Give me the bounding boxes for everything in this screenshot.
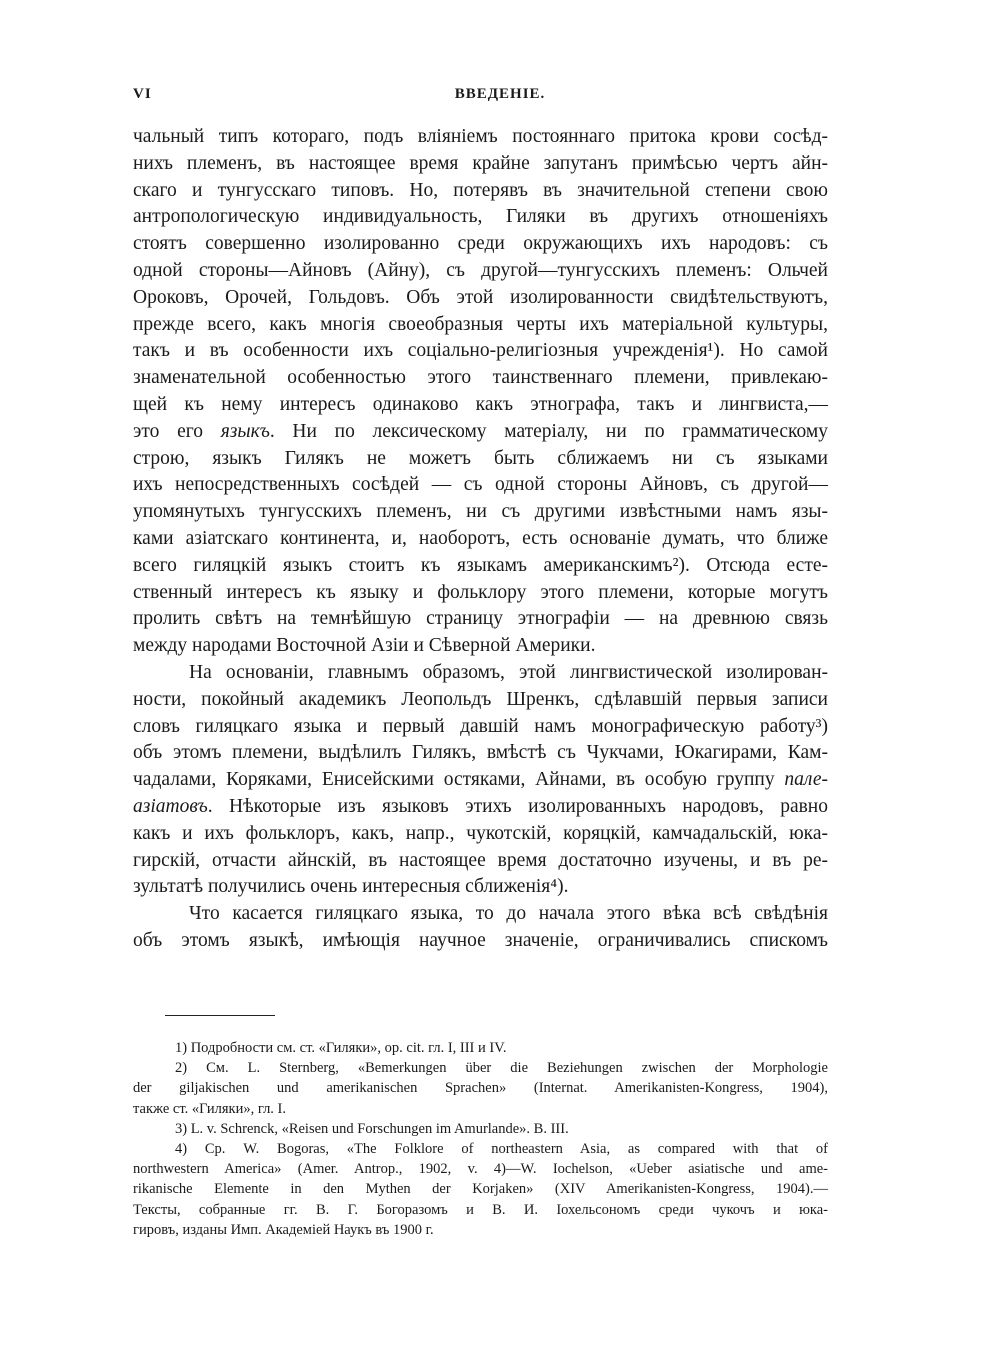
text-run: также ст. «Гиляки», гл. I.: [133, 1100, 287, 1117]
text-run: northwestern America» (Amer. Antrop., 1902, v. 4)—W. Iochelson, «Ueber asiatische und ame-: [133, 1161, 828, 1178]
paragraph-line: [133, 419, 828, 446]
paragraph-line: [133, 338, 828, 365]
paragraph-line: [133, 714, 828, 741]
paragraph-line: [133, 446, 828, 473]
text-run: словъ гиляцкаго языка и первый давшій намъ монографическую работу³): [133, 715, 828, 737]
footnote-line: [133, 1078, 828, 1098]
text-run: . Ни по лексическому матеріалу, ни по грамматическому: [269, 420, 828, 442]
text-run: прежде всего, какъ многія своеобразныя черты ихъ матеріальной культуры,: [133, 313, 828, 335]
paragraph-line: [133, 633, 828, 660]
text-run: Что касается гиляцкаго языка, то до начала этого вѣка всѣ свѣдѣнія: [189, 903, 828, 925]
footnote-line: [133, 1179, 828, 1199]
text-run: объ этомъ племени, выдѣлилъ Гилякъ, вмѣстѣ съ Чукчами, Юкагирами, Кам-: [133, 742, 828, 764]
text-run: На основаніи, главнымъ образомъ, этой лингвистической изолирован-: [189, 661, 828, 683]
text-run: скаго и тунгусскаго типовъ. Но, потерявъ въ значительной степени свою: [133, 179, 828, 201]
text-run: ихъ непосредственныхъ сосѣдей — съ одной стороны Айновъ, съ другой—: [133, 474, 828, 496]
text-run: объ этомъ языкѣ, имѣющія научное значеніе, ограничивались спискомъ: [133, 929, 828, 951]
text-run: зультатѣ получились очень интересныя сближенія⁴).: [133, 876, 569, 898]
running-title: ВВЕДЕНІЕ.: [454, 86, 546, 102]
italic-term: пале-: [784, 769, 828, 791]
paragraph-line: [133, 285, 828, 312]
text-run: ности, покойный академикъ Леопольдъ Шренкъ, сдѣлавшій первыя записи: [133, 688, 828, 710]
paragraph-line: [133, 124, 828, 151]
text-run: Ороковъ, Орочей, Гольдовъ. Объ этой изолированности свидѣтельствуютъ,: [133, 286, 828, 308]
italic-term: азіатовъ: [133, 795, 208, 817]
paragraph-line: [133, 740, 828, 767]
paragraph-line: [133, 258, 828, 285]
paragraph-line: [133, 499, 828, 526]
text-run: 1) Подробности см. ст. «Гиляки», op. cit. гл. I, III и IV.: [175, 1040, 507, 1056]
footnote-line: [133, 1139, 828, 1159]
paragraph-line: [133, 365, 828, 392]
body-text: [133, 124, 828, 955]
text-run: такъ и въ особенности ихъ соціально-религіозныя учрежденія¹). Но самой: [133, 340, 828, 362]
text-run: это его: [133, 420, 221, 442]
text-run: 3) L. v. Schrenck, «Reisen und Forschungen im Amurlande». B. III.: [175, 1120, 569, 1137]
text-run: Тексты, собранные гг. В. Г. Богоразомъ и В. И. Іохельсономъ среди чукочъ и юка-: [133, 1201, 828, 1218]
footnote-line: [133, 1159, 828, 1179]
paragraph-line: [133, 687, 828, 714]
paragraph-line: [133, 821, 828, 848]
paragraph-line: [133, 606, 828, 633]
footnote-line: [133, 1200, 828, 1220]
text-run: пролить свѣтъ на темнѣйшую страницу этнографіи — на древнюю связь: [133, 608, 828, 630]
footnote-line: [133, 1220, 828, 1240]
paragraph-line: [133, 472, 828, 499]
text-run: 2) См. L. Sternberg, «Bemerkungen über die Beziehungen zwischen der Morphologie: [175, 1060, 828, 1077]
text-run: гировъ, изданы Имп. Академіей Наукъ въ 1900 г.: [133, 1221, 434, 1238]
page-number: VI: [133, 86, 152, 102]
italic-term: языкъ: [220, 420, 270, 442]
paragraph-line: [133, 767, 828, 794]
paragraph-line: [133, 660, 828, 687]
paragraph-line: [133, 901, 828, 928]
text-run: . Нѣкоторые изъ языковъ этихъ изолированныхъ народовъ, равно: [207, 795, 828, 817]
text-run: гирскій, отчасти айнскій, въ настоящее время достаточно изучены, и въ ре-: [133, 849, 828, 871]
footnote-line: [133, 1119, 828, 1139]
footnote-divider: [165, 1015, 275, 1016]
paragraph-line: [133, 178, 828, 205]
footnotes: [133, 1038, 828, 1240]
text-run: стоятъ совершенно изолированно среди окружающихъ ихъ народовъ: съ: [133, 233, 828, 255]
text-run: какъ и ихъ фольклоръ, какъ, напр., чукотскій, коряцкій, камчадальскій, юка-: [133, 822, 828, 844]
paragraph-line: [133, 874, 828, 901]
text-run: антропологическую индивидуальность, Гиляки въ другихъ отношеніяхъ: [133, 206, 828, 228]
text-run: 4) Ср. W. Bogoras, «The Folklore of northeastern Asia, as compared with that of: [175, 1140, 828, 1157]
footnote-line: [133, 1099, 828, 1119]
paragraph-line: [133, 553, 828, 580]
text-run: всего гиляцкій языкъ стоитъ къ языкамъ американскимъ²). Отсюда есте-: [133, 554, 828, 576]
footnote-line: [133, 1058, 828, 1078]
paragraph-line: [133, 312, 828, 339]
text-run: der giljakischen und amerikanischen Sprachen» (Internat. Amerikanisten-Kongress, 1904),: [133, 1080, 828, 1097]
paragraph-line: [133, 928, 828, 955]
footnote-line: [133, 1038, 828, 1058]
text-run: одной стороны—Айновъ (Айну), съ другой—тунгусскихъ племенъ: Ольчей: [133, 259, 828, 281]
paragraph-line: [133, 580, 828, 607]
text-run: щей къ нему интересъ одинаково какъ этнографа, такъ и лингвиста,—: [133, 393, 828, 415]
text-run: упомянутыхъ тунгусскихъ племенъ, ни съ другими извѣстными намъ язы-: [133, 501, 828, 523]
text-run: строю, языкъ Гилякъ не можетъ быть сближаемъ ни съ языками: [133, 447, 828, 469]
paragraph-line: [133, 231, 828, 258]
paragraph-line: [133, 151, 828, 178]
text-run: знаменательной особенностью этого таинственнаго племени, привлекаю-: [133, 367, 828, 389]
text-run: ственный интересъ къ языку и фольклору этого племени, которые могутъ: [133, 581, 828, 603]
paragraph-line: [133, 392, 828, 419]
text-run: нихъ племенъ, въ настоящее время крайне запутанъ примѣсью чертъ айн-: [133, 152, 828, 174]
text-run: чальный типъ котораго, подъ вліяніемъ постояннаго притока крови сосѣд-: [133, 126, 828, 147]
paragraph-line: [133, 204, 828, 231]
text-run: ками азіатскаго континента, и, наоборотъ, есть основаніе думать, что ближе: [133, 527, 828, 549]
text-run: между народами Восточной Азіи и Сѣверной Америки.: [133, 635, 596, 657]
text-run: rikanische Elemente in den Mythen der Korjaken» (XIV Amerikanisten-Kongress, 1904).—: [133, 1181, 828, 1198]
text-run: чадалами, Коряками, Енисейскими остяками, Айнами, въ особую группу: [133, 769, 785, 791]
paragraph-line: [133, 848, 828, 875]
paragraph-line: [133, 526, 828, 553]
paragraph-line: [133, 794, 828, 821]
